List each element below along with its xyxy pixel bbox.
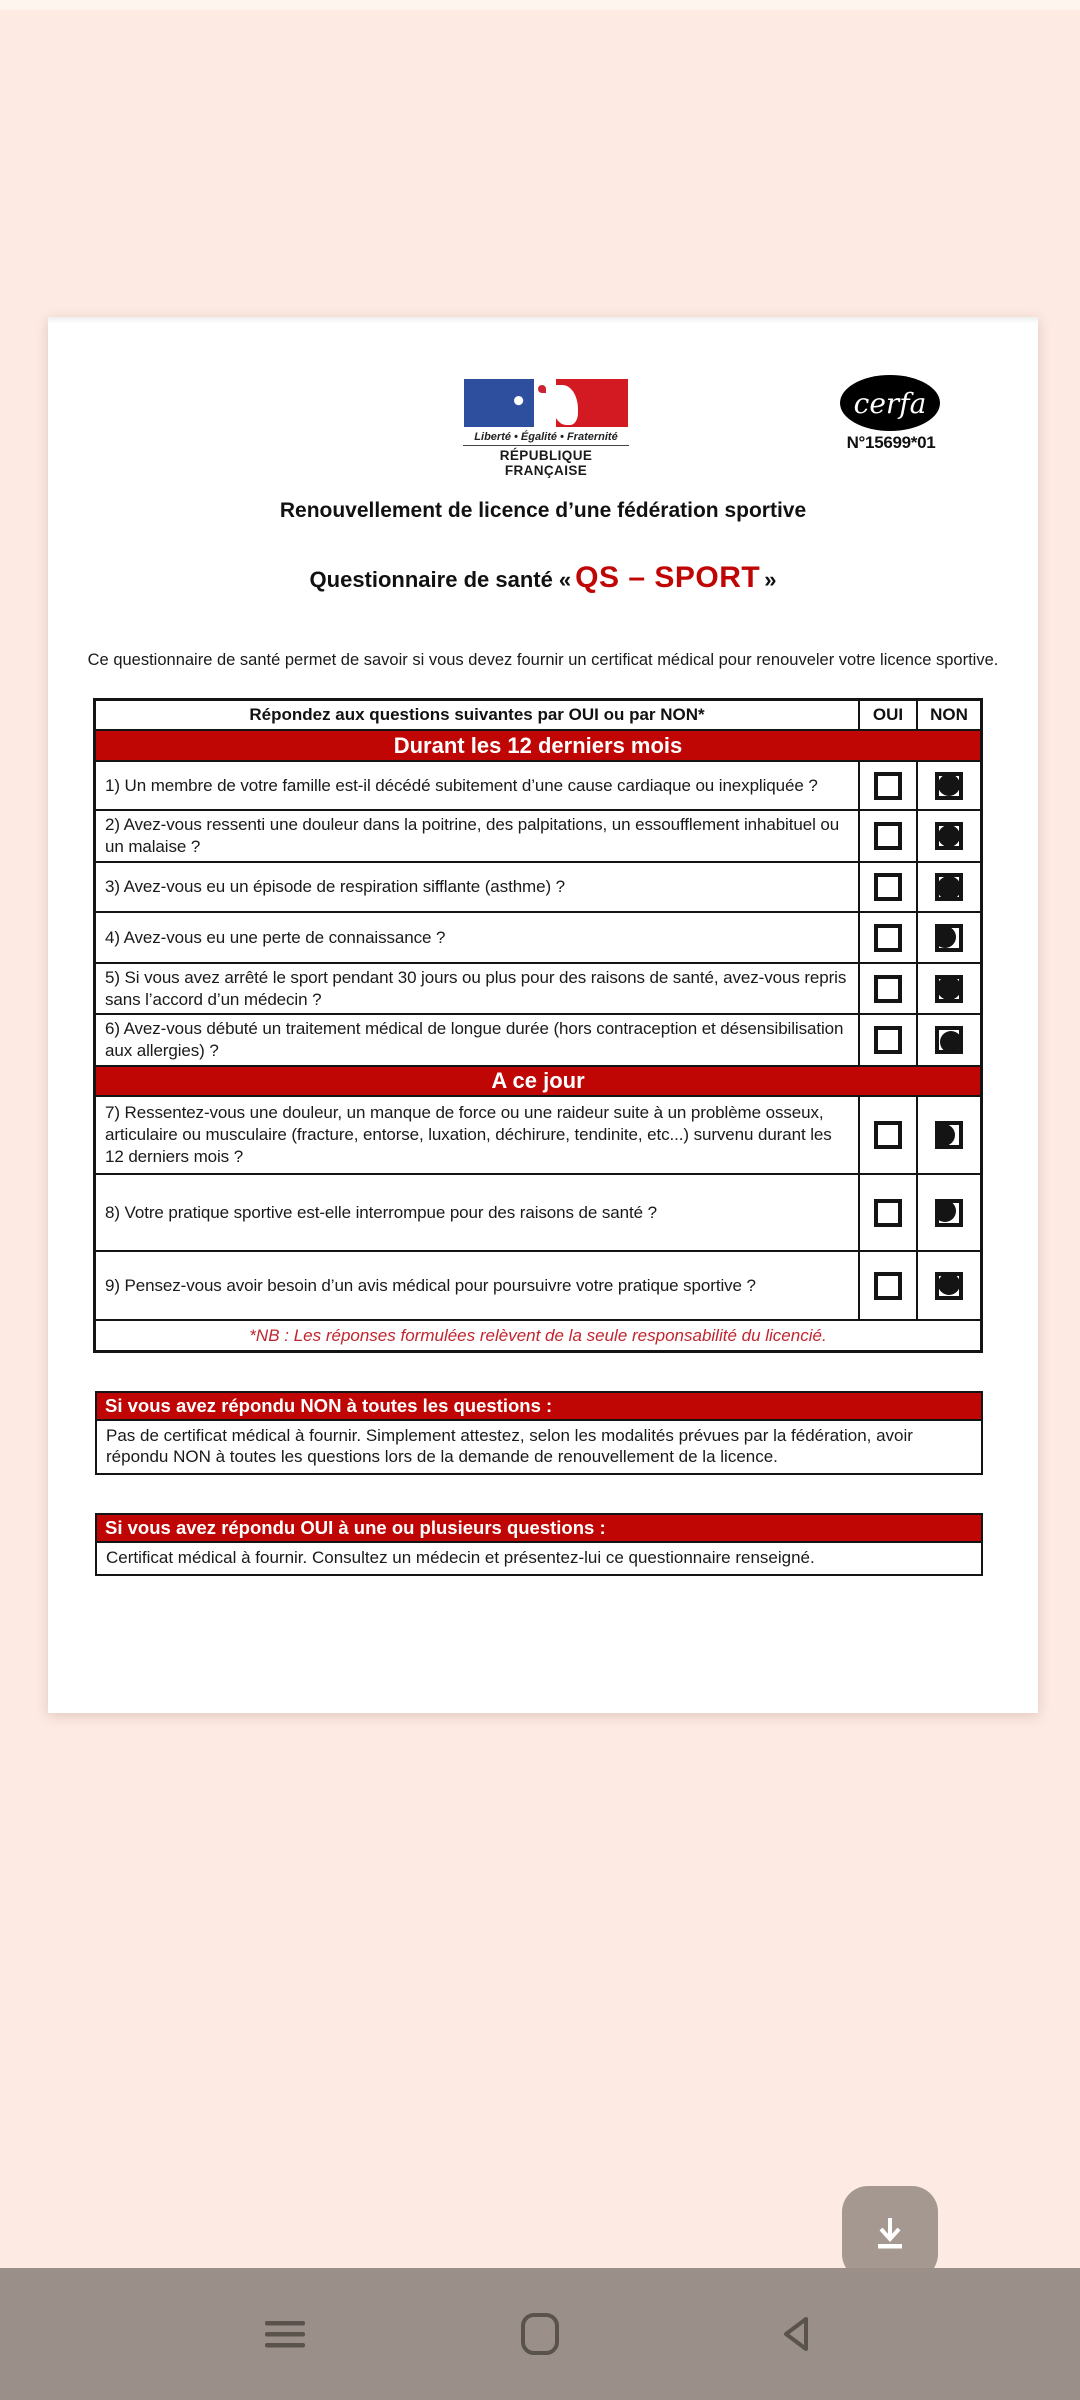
checkbox-mark [938, 1273, 960, 1295]
cerfa-oval-icon [840, 375, 940, 431]
health-questionnaire-table [93, 698, 983, 1353]
answer-cell-oui [858, 1097, 916, 1173]
question-row [96, 1095, 980, 1173]
header-question-label: Répondez aux questions suivantes par OUI ou par NON* [249, 705, 705, 724]
cerfa-wordmark: cerfa [853, 386, 927, 420]
question-text: 2) Avez-vous ressenti une douleur dans la poitrine, des palpitations, un essoufflement inhabituel ou un malaise ? [105, 815, 840, 856]
question-row [96, 1250, 980, 1319]
home-icon [518, 2312, 562, 2356]
question-row [96, 962, 980, 1013]
question-text: 7) Ressentez-vous une douleur, un manque de force ou une raideur suite à un problème osseux, articulaire ou musculaire (fracture, entorse, luxation, déchirure, tendinite, etc...) survenu durant les 12 derniers mois ? [105, 1103, 832, 1166]
answer-cell-non [916, 1097, 980, 1173]
checkbox-oui-q8 [874, 1199, 902, 1227]
answer-cell-oui [858, 762, 916, 809]
checkbox-non-q4 [935, 924, 963, 952]
answer-cell-oui [858, 863, 916, 911]
checkbox-oui-q4 [874, 924, 902, 952]
checkbox-mark [938, 825, 960, 847]
checkbox-mark [937, 976, 961, 1000]
answer-cell-non [916, 1015, 980, 1065]
answer-cell-oui [858, 1175, 916, 1250]
checkbox-oui-q3 [874, 873, 902, 901]
checkbox-non-q6 [935, 1026, 963, 1054]
question-row [96, 809, 980, 861]
checkbox-mark [937, 876, 961, 900]
answer-cell-oui [858, 913, 916, 962]
result-box-oui-body: Certificat médical à fournir. Consultez un médecin et présentez-lui ce questionnaire renseigné. [106, 1548, 815, 1567]
checkbox-non-q8 [935, 1199, 963, 1227]
answer-cell-non [916, 1252, 980, 1319]
checkbox-non-q7 [935, 1121, 963, 1149]
logo-republic-label: RÉPUBLIQUE FRANÇAISE [499, 448, 593, 478]
section-band: A ce jour [96, 1065, 980, 1095]
table-footnote: *NB : Les réponses formulées relèvent de la seule responsabilité du licencié. [96, 1319, 980, 1350]
question-text: 1) Un membre de votre famille est-il décédé subitement d’une cause cardiaque ou inexpliquée ? [105, 775, 818, 795]
menu-icon [263, 2312, 307, 2356]
nav-back-button[interactable] [773, 2308, 821, 2360]
back-icon [775, 2312, 819, 2356]
question-row [96, 861, 980, 911]
checkbox-non-q1 [935, 772, 963, 800]
flag-blue-band [464, 379, 534, 427]
cerfa-logo [840, 375, 942, 453]
nav-home-button[interactable] [516, 2308, 564, 2360]
question-row [96, 1013, 980, 1065]
checkbox-oui-q2 [874, 822, 902, 850]
logo-motto: Liberté • Égalité • Fraternité [463, 431, 629, 446]
page-subtitle [48, 561, 1038, 595]
question-text: 5) Si vous avez arrêté le sport pendant 30 jours ou plus pour des raisons de santé, avez-vous repris sans l’accord d’un médecin ? [105, 967, 847, 1009]
answer-cell-non [916, 1175, 980, 1250]
question-text: 8) Votre pratique sportive est-elle interrompue pour des raisons de santé ? [105, 1202, 657, 1222]
question-text: 4) Avez-vous eu une perte de connaissance ? [105, 927, 446, 947]
checkbox-mark [938, 774, 960, 796]
nav-menu-button[interactable] [261, 2308, 309, 2360]
republique-francaise-logo [463, 379, 629, 478]
french-flag-icon [464, 379, 628, 427]
question-row [96, 911, 980, 962]
checkbox-oui-q6 [874, 1026, 902, 1054]
checkbox-non-q5 [935, 975, 963, 1003]
answer-cell-oui [858, 1252, 916, 1319]
checkbox-mark [940, 1031, 962, 1053]
table-header-row [96, 701, 980, 729]
question-row [96, 760, 980, 809]
checkbox-oui-q9 [874, 1272, 902, 1300]
checkbox-mark [935, 1124, 955, 1146]
subtitle-suffix: » [764, 567, 777, 592]
header-non-label: NON [916, 701, 980, 729]
result-box-non-header: Si vous avez répondu NON à toutes les questions : [97, 1393, 981, 1421]
checkbox-oui-q7 [874, 1121, 902, 1149]
download-button[interactable] [842, 2186, 938, 2280]
subtitle-prefix: Questionnaire de santé « [309, 567, 572, 592]
header-oui-label: OUI [858, 701, 916, 729]
checkbox-oui-q5 [874, 975, 902, 1003]
android-navigation-bar [0, 2268, 1080, 2400]
subtitle-highlight: QS – SPORT [575, 561, 761, 594]
answer-cell-non [916, 811, 980, 861]
answer-cell-oui [858, 811, 916, 861]
cerfa-form-number: N°15699*01 [846, 433, 936, 452]
result-box-non-body: Pas de certificat médical à fournir. Simplement attestez, selon les modalités prévues par la fédération, avoir répondu NON à toutes les questions lors de la demande de renouvellement de la licence. [106, 1426, 913, 1466]
answer-cell-non [916, 964, 980, 1013]
section-band: Durant les 12 derniers mois [96, 729, 980, 760]
question-text: 3) Avez-vous eu un épisode de respiration sifflante (asthme) ? [105, 877, 565, 896]
intro-text: Ce questionnaire de santé permet de savoir si vous devez fournir un certificat médical pour renouveler votre licence sportive. [87, 651, 999, 669]
flag-white-band [534, 379, 556, 427]
checkbox-non-q3 [935, 873, 963, 901]
document-page [48, 317, 1038, 1713]
result-box-oui-header: Si vous avez répondu OUI à une ou plusieurs questions : [97, 1515, 981, 1543]
checkbox-non-q9 [935, 1272, 963, 1300]
answer-cell-oui [858, 1015, 916, 1065]
answer-cell-non [916, 863, 980, 911]
question-text: 9) Pensez-vous avoir besoin d’un avis médical pour poursuivre votre pratique sportive ? [105, 1275, 756, 1295]
result-box-all-non [95, 1391, 983, 1475]
download-icon [868, 2211, 912, 2255]
checkbox-mark [935, 926, 956, 948]
question-text: 6) Avez-vous débuté un traitement médical de longue durée (hors contraception et désensibilisation aux allergies) ? [105, 1019, 844, 1060]
answer-cell-oui [858, 964, 916, 1013]
checkbox-mark [935, 1200, 956, 1222]
checkbox-oui-q1 [874, 772, 902, 800]
question-row [96, 1173, 980, 1250]
result-box-any-oui [95, 1513, 983, 1576]
answer-cell-non [916, 913, 980, 962]
checkbox-non-q2 [935, 822, 963, 850]
flag-red-band [556, 379, 628, 427]
answer-cell-non [916, 762, 980, 809]
page-title: Renouvellement de licence d’une fédération sportive [279, 499, 807, 522]
